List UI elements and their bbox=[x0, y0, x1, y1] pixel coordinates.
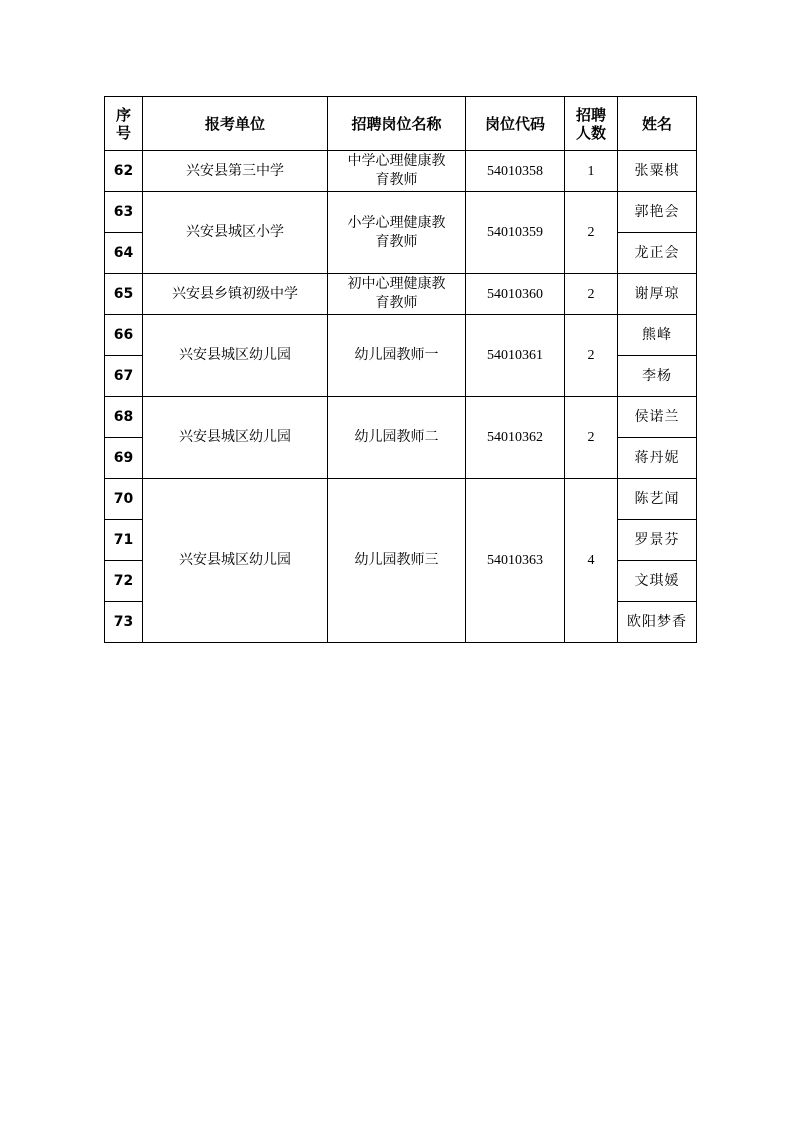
header-count-line2: 人数 bbox=[575, 123, 606, 142]
seq-cell: 62 bbox=[105, 151, 143, 192]
table-row bbox=[105, 397, 697, 438]
code-cell: 54010363 bbox=[466, 479, 565, 643]
name-cell: 郭艳会 bbox=[618, 192, 697, 233]
seq-cell: 68 bbox=[105, 397, 143, 438]
seq-cell: 70 bbox=[105, 479, 143, 520]
unit-cell: 兴安县城区幼儿园 bbox=[143, 479, 328, 643]
unit-cell: 兴安县乡镇初级中学 bbox=[143, 274, 328, 315]
position-line1: 小学心理健康教 bbox=[347, 214, 446, 231]
header-seq-line1: 序 bbox=[115, 105, 131, 124]
position-cell bbox=[328, 274, 466, 315]
name-cell: 谢厚琼 bbox=[618, 274, 697, 315]
position-line2: 育教师 bbox=[375, 233, 418, 250]
position-cell: 幼儿园教师二 bbox=[328, 397, 466, 479]
header-code: 岗位代码 bbox=[466, 97, 565, 151]
position-cell: 幼儿园教师三 bbox=[328, 479, 466, 643]
name-cell: 龙正会 bbox=[618, 233, 697, 274]
name-cell: 熊峰 bbox=[618, 315, 697, 356]
code-cell: 54010360 bbox=[466, 274, 565, 315]
count-cell: 2 bbox=[565, 192, 618, 274]
name-cell: 蒋丹妮 bbox=[618, 438, 697, 479]
seq-cell: 72 bbox=[105, 561, 143, 602]
code-cell: 54010362 bbox=[466, 397, 565, 479]
header-count bbox=[565, 97, 618, 151]
name-cell: 欧阳梦香 bbox=[618, 602, 697, 643]
seq-cell: 64 bbox=[105, 233, 143, 274]
seq-cell: 71 bbox=[105, 520, 143, 561]
name-cell: 李杨 bbox=[618, 356, 697, 397]
seq-cell: 69 bbox=[105, 438, 143, 479]
name-cell: 侯诺兰 bbox=[618, 397, 697, 438]
name-cell: 陈艺闻 bbox=[618, 479, 697, 520]
count-cell: 2 bbox=[565, 315, 618, 397]
header-seq bbox=[105, 97, 143, 151]
position-cell: 幼儿园教师一 bbox=[328, 315, 466, 397]
position-cell bbox=[328, 192, 466, 274]
header-name: 姓名 bbox=[618, 97, 697, 151]
header-count-line1: 招聘 bbox=[575, 105, 606, 124]
count-cell: 2 bbox=[565, 397, 618, 479]
header-seq-line2: 号 bbox=[115, 123, 131, 142]
seq-cell: 66 bbox=[105, 315, 143, 356]
table-header-row bbox=[105, 97, 697, 151]
count-cell: 2 bbox=[565, 274, 618, 315]
name-cell: 罗景芬 bbox=[618, 520, 697, 561]
code-cell: 54010359 bbox=[466, 192, 565, 274]
table-row bbox=[105, 192, 697, 233]
table-row bbox=[105, 274, 697, 315]
name-cell: 文琪媛 bbox=[618, 561, 697, 602]
code-cell: 54010361 bbox=[466, 315, 565, 397]
table-row bbox=[105, 479, 697, 520]
header-unit: 报考单位 bbox=[143, 97, 328, 151]
unit-cell: 兴安县第三中学 bbox=[143, 151, 328, 192]
table-row bbox=[105, 315, 697, 356]
seq-cell: 67 bbox=[105, 356, 143, 397]
recruitment-table bbox=[104, 96, 697, 643]
header-position: 招聘岗位名称 bbox=[328, 97, 466, 151]
count-cell: 4 bbox=[565, 479, 618, 643]
position-line2: 育教师 bbox=[375, 172, 418, 188]
seq-cell: 73 bbox=[105, 602, 143, 643]
seq-cell: 63 bbox=[105, 192, 143, 233]
unit-cell: 兴安县城区幼儿园 bbox=[143, 397, 328, 479]
position-line1: 初中心理健康教 bbox=[347, 276, 446, 292]
count-cell: 1 bbox=[565, 151, 618, 192]
position-line1: 中学心理健康教 bbox=[347, 153, 446, 169]
position-line2: 育教师 bbox=[375, 295, 418, 311]
code-cell: 54010358 bbox=[466, 151, 565, 192]
unit-cell: 兴安县城区幼儿园 bbox=[143, 315, 328, 397]
name-cell: 张粟棋 bbox=[618, 151, 697, 192]
position-cell bbox=[328, 151, 466, 192]
unit-cell: 兴安县城区小学 bbox=[143, 192, 328, 274]
seq-cell: 65 bbox=[105, 274, 143, 315]
table-row bbox=[105, 151, 697, 192]
